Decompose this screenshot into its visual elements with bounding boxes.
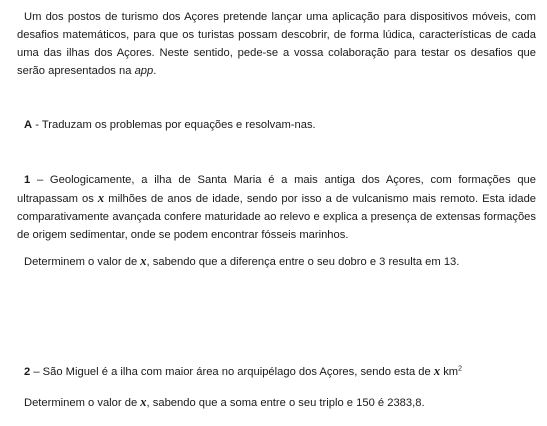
problem-2-question-a: Determinem o valor de	[24, 397, 141, 409]
problem-2-unit: km	[440, 366, 459, 378]
problem-1-question-a: Determinem o valor de	[24, 256, 141, 268]
intro-paragraph	[17, 8, 536, 80]
problem-2-statement	[24, 362, 536, 381]
problem-2-question	[24, 393, 536, 412]
app-word: app	[134, 65, 154, 77]
problem-2-question-variable: x	[140, 395, 147, 409]
problem-1-question	[24, 252, 536, 271]
problem-1-text-b: milhões de anos de idade, sendo por isso a de vulcanismo mais remoto. Esta idade comparativamente avançada confere maturidade ao relevo e explica a presença de extensas formações de origem sedimentar, onde se podem encontrar fósseis marinhos.	[17, 193, 537, 241]
problem-2-unit-superscript: 2	[458, 365, 463, 373]
problem-2-variable: x	[433, 364, 441, 378]
section-letter: A	[24, 119, 33, 131]
problem-1-number: 1	[24, 174, 31, 186]
problem-1-variable: x	[97, 191, 105, 205]
problem-1-text-a: – Geologicamente, a ilha de Santa Maria é a mais antiga dos Açores, com formações que ultrapassam os	[17, 174, 536, 205]
problem-2-number: 2	[24, 366, 31, 378]
instruction-text: - Traduzam os problemas por equações e resolvam-nas.	[32, 119, 316, 131]
problem-1-statement	[17, 171, 536, 244]
problem-1-question-b: , sabendo que a diferença entre o seu dobro e 3 resulta em 13.	[146, 256, 460, 268]
intro-end: .	[153, 65, 157, 77]
problem-2-text-a: – São Miguel é a ilha com maior área no arquipélago dos Açores, sendo esta de	[30, 366, 434, 378]
intro-text: Um dos postos de turismo dos Açores pretende lançar uma aplicação para dispositivos móveis, com desafios matemáticos, para que os turistas possam descobrir, de forma lúdica, características de cada uma das ilhas dos Açores. Neste sentido, pede-se a vossa colaboração para testar os desafios que serão apresentados na	[17, 11, 536, 77]
problem-2-question-b: , sabendo que a soma entre o seu triplo e 150 é 2383,8.	[146, 397, 425, 409]
problem-1-question-variable: x	[140, 254, 147, 268]
section-a-instruction	[24, 116, 536, 134]
